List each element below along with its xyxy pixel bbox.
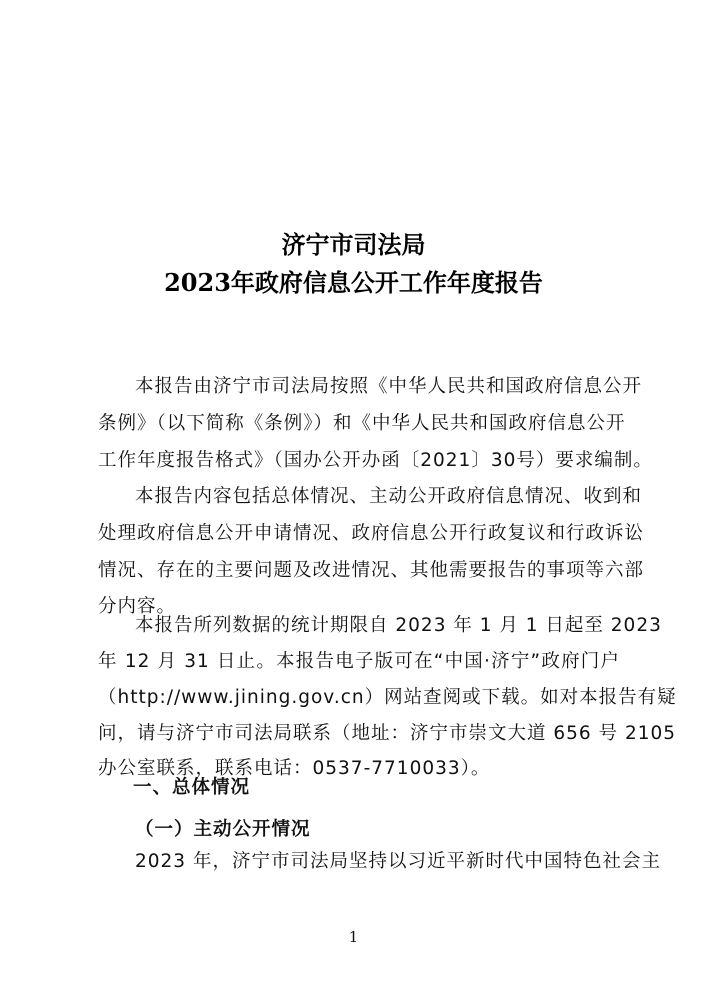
subsection-heading: （一）主动公开情况 [135, 819, 311, 840]
page-number: 1 [348, 928, 359, 946]
paragraph-line: 本报告内容包括总体情况、主动公开政府信息情况、收到和 [135, 486, 643, 507]
paragraph-line: 2023 年，济宁市司法局坚持以习近平新时代中国特色社会主 [135, 851, 661, 872]
paragraph-line: 办公室联系，联系电话：0537-7710033）。 [98, 758, 491, 779]
document-title-line-2: 2023年政府信息公开工作年度报告 [164, 268, 543, 297]
paragraph-line: 问，请与济宁市司法局联系（地址：济宁市崇文大道 656 号 2105 [98, 723, 677, 744]
section-heading: 一、总体情况 [133, 777, 251, 798]
paragraph-line: 处理政府信息公开申请情况、政府信息公开行政复议和行政诉讼 [98, 523, 645, 544]
paragraph-line: 本报告由济宁市司法局按照《中华人民共和国政府信息公开 [135, 376, 643, 397]
paragraph-line: 条例》（以下简称《条例》）和《中华人民共和国政府信息公开 [98, 413, 626, 434]
paragraph-line: 年 12 月 31 日止。本报告电子版可在“中国·济宁”政府门户 [98, 651, 620, 672]
paragraph-line: （http://www.jining.gov.cn）网站查阅或下载。如对本报告有疑 [98, 687, 677, 708]
paragraph-line: 分内容。 [98, 596, 177, 617]
document-title-line-1: 济宁市司法局 [281, 230, 426, 259]
paragraph-line: 本报告所列数据的统计期限自 2023 年 1 月 1 日起至 2023 [135, 615, 662, 636]
paragraph-line: 工作年度报告格式》（国办公开办函〔2021〕30号）要求编制。 [98, 450, 653, 471]
paragraph-line: 情况、存在的主要问题及改进情况、其他需要报告的事项等六部 [98, 560, 645, 581]
